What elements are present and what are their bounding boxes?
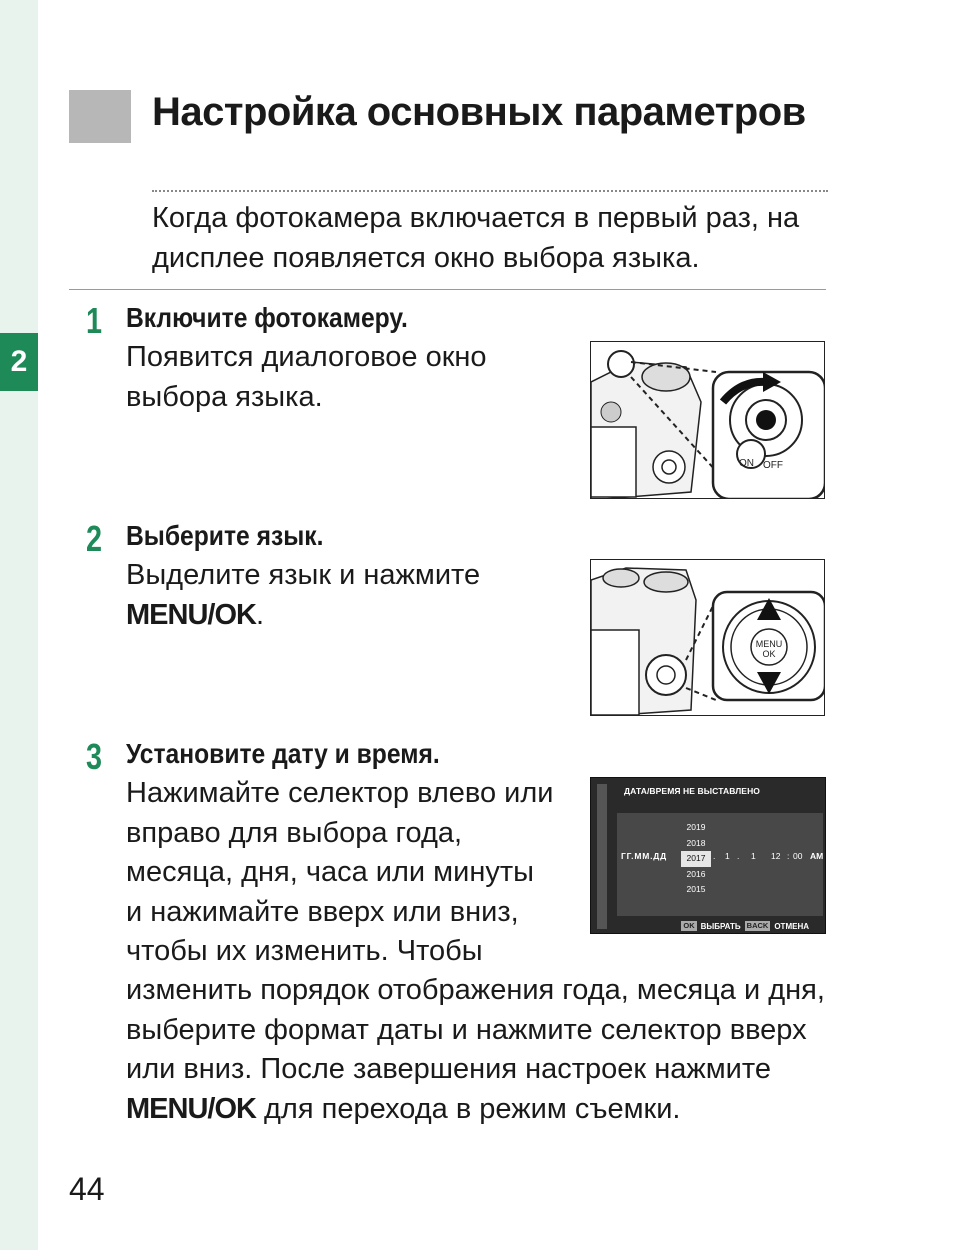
menu-ok-key: MENU/OK <box>126 598 256 631</box>
menu-label: MENU <box>755 639 783 649</box>
date-separator: . <box>713 851 716 861</box>
intro-text: Когда фотокамера включается в первый раз, на дисплее появляется окно выбора языка. <box>152 202 800 274</box>
lcd-scrollbar <box>597 784 607 929</box>
minute-value[interactable]: 00 <box>793 851 803 861</box>
step-2-body <box>126 556 546 635</box>
time-separator: : <box>787 851 790 861</box>
step-3-number: 3 <box>86 736 103 777</box>
step-3-body-end: для перехода в режим съемки. <box>255 1092 681 1125</box>
title-marker <box>69 90 131 143</box>
language-select-figure <box>590 559 825 716</box>
step-2-heading: Выберите язык. <box>126 520 324 551</box>
date-separator: . <box>737 851 740 861</box>
year-option[interactable]: 2015 <box>686 884 706 894</box>
chapter-tab <box>0 333 38 391</box>
off-label: OFF <box>763 460 783 471</box>
step-3-body-wrapped: Нажимайте селектор влево или вправо для выбора года, месяца, дня, часа или минуты и нажимайте вверх или вниз, чтобы их изменить. Чтобы <box>126 777 554 967</box>
year-list <box>681 820 711 898</box>
select-label: ВЫБРАТЬ <box>700 921 741 931</box>
camera-back-illustration <box>591 560 825 716</box>
hour-value[interactable]: 12 <box>771 851 781 861</box>
on-label: ON <box>739 458 754 469</box>
cancel-label: ОТМЕНА <box>774 921 809 931</box>
step-1-number: 1 <box>86 300 103 341</box>
step-3-body-last: нажмите <box>654 1053 771 1085</box>
page-title: Настройка основных параметров <box>152 90 806 134</box>
menu-ok-key-2: MENU/OK <box>126 1092 256 1125</box>
step-3-body-text: изменить порядок отображения года, месяца и дня, выберите формат даты и нажмите селектор вверх или вниз. После завершения настроек <box>126 974 825 1085</box>
left-margin-strip <box>0 0 38 1250</box>
step-3-heading: Установите дату и время. <box>126 738 440 769</box>
ok-key-icon: OK <box>683 921 695 930</box>
year-option-selected[interactable]: 2017 <box>681 851 711 867</box>
lcd-title: ДАТА/ВРЕМЯ НЕ ВЫСТАВЛЕНО <box>624 786 761 796</box>
lcd-panel <box>617 813 823 916</box>
year-option[interactable]: 2016 <box>686 868 706 879</box>
lcd-footer <box>681 921 809 931</box>
month-value[interactable]: 1 <box>725 851 730 861</box>
date-format[interactable]: ГГ.ММ.ДД <box>621 851 667 861</box>
year-option[interactable]: 2019 <box>686 822 706 832</box>
step-2-number: 2 <box>86 518 103 559</box>
camera-top-illustration <box>591 342 825 499</box>
step-1-heading: Включите фотокамеру. <box>126 302 408 333</box>
ok-label: OK <box>762 649 776 659</box>
step-1-body: Появится диалоговое окно выбора языка. <box>126 341 487 413</box>
camera-power-figure <box>590 341 825 499</box>
step-3-body-full <box>126 971 831 1129</box>
back-key-icon: BACK <box>746 921 769 930</box>
chapter-number: 2 <box>10 345 28 378</box>
page-number: 44 <box>69 1171 105 1207</box>
dotted-divider <box>152 190 828 192</box>
date-time-screen <box>590 777 826 934</box>
section-divider <box>69 289 826 290</box>
step-2-body-text: Выделите язык и нажмите <box>126 559 481 591</box>
year-option[interactable]: 2018 <box>686 837 706 848</box>
ampm-value[interactable]: AM <box>810 851 824 861</box>
step-2-body-end: . <box>255 598 265 631</box>
day-value[interactable]: 1 <box>751 851 756 861</box>
